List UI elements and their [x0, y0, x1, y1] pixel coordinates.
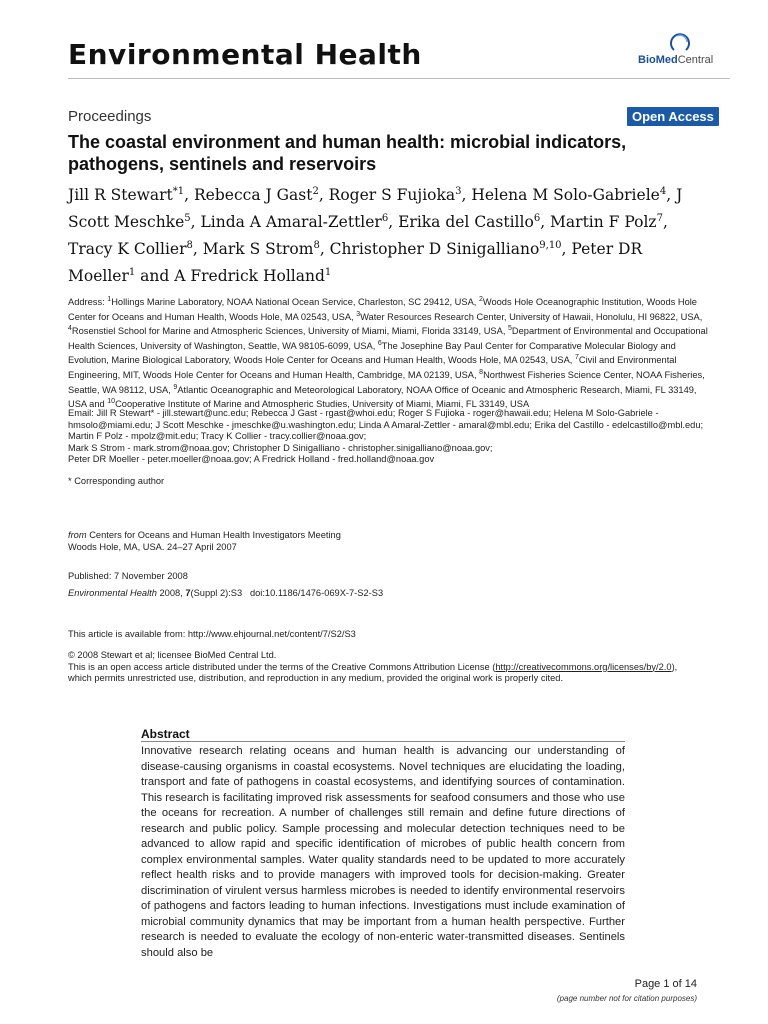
author-name: Erika del Castillo	[398, 213, 534, 232]
author-email[interactable]: Helena M Solo-Gabriele - hmsolo@miami.edu;	[68, 408, 659, 430]
address-text: Atlantic Oceanographic and Meteorological Laboratory, NOAA Office of Oceanic and Atmospheric Research, Miami, FL 33149, USA and	[68, 384, 697, 410]
author-name: Roger S Fujioka	[328, 186, 456, 205]
journal-title: Environmental Health	[68, 38, 422, 71]
author-affiliation: *1	[172, 186, 185, 197]
meeting-location: Woods Hole, MA, USA. 24–27 April 2007	[68, 541, 237, 552]
author-name: A Fredrick Holland	[174, 267, 325, 286]
abstract-heading: Abstract	[141, 727, 190, 741]
corresponding-author-note: * Corresponding author	[68, 476, 165, 486]
address-text: Northwest Fisheries Science Center, NOAA Fisheries, Seattle, WA 98112, USA,	[68, 370, 705, 395]
author-affiliation: 8	[313, 240, 320, 252]
author-affiliation: 9,10	[539, 240, 562, 252]
license-block	[68, 650, 708, 685]
author-affiliation: 2	[312, 186, 319, 197]
author-affiliation: 8	[186, 240, 193, 252]
biomed-central-logo[interactable]	[638, 32, 728, 72]
paper-title: The coastal environment and human health: microbial indicators, pathogens, sentinels and reservoirs	[68, 132, 627, 174]
address-text: Rosenstiel School for Marine and Atmospheric Sciences, University of Miami, Miami, Florida 33149, USA,	[71, 326, 509, 337]
author-email[interactable]: J Scott Meschke - jmeschke@u.washington.edu;	[155, 419, 359, 430]
citation-volume: 7	[185, 588, 191, 598]
author-list: Jill R Stewart$^{*1}$, Rebecca J Gast$^2$, Roger S Fujioka$^3$, Helena M Solo-Gabriele$^4$, J Scott Meschke$^5$, Linda A Amaral-Zettler$^6$, Erika del Castillo$^6$, Martin F Polz$^7$, Tracy K Collier$^8$, Mark S Strom$^8$, Christopher D Sinigalliano$^{9,10}$, Peter DR Moeller$^1$ and A Fredrick Holland$^1$	[68, 186, 683, 286]
meeting-info	[68, 530, 708, 553]
author-name: Jill R Stewart	[68, 186, 173, 205]
author-email[interactable]: Tracy K Collier - tracy.collier@noaa.gov;	[200, 431, 367, 441]
address-number: 8	[479, 368, 484, 376]
author-affiliation: 4	[659, 186, 667, 197]
author-name: Rebecca J Gast	[194, 186, 313, 205]
meeting-from: from	[68, 530, 87, 540]
logo-biomed-text: BioMed	[638, 54, 678, 66]
address-number: 7	[574, 354, 579, 362]
address-label: Address:	[68, 297, 105, 308]
address-text: Woods Hole Oceanographic Institution, Woods Hole Center for Oceans and Human Health, Woods Hole, MA 02543, USA,	[68, 297, 697, 322]
author-name: Peter DR Moeller	[68, 240, 643, 286]
citation-year: 2008,	[156, 588, 186, 598]
address-number: 1	[107, 296, 112, 303]
abstract-rule	[141, 741, 625, 742]
author-affiliation: 7	[656, 213, 663, 225]
published-date: Published: 7 November 2008	[68, 571, 188, 581]
author-email[interactable]: Rebecca J Gast - rgast@whoi.edu;	[251, 408, 398, 418]
author-affiliation: 6	[381, 213, 389, 225]
author-affiliation: 3	[455, 186, 462, 197]
address-number: 5	[508, 325, 512, 333]
license-tail: ),	[671, 661, 678, 672]
author-email[interactable]: A Fredrick Holland - fred.holland@noaa.gov	[253, 454, 435, 464]
author-email[interactable]: Roger S Fujioka - roger@hawaii.edu;	[397, 408, 554, 418]
author-affiliation: 6	[533, 213, 541, 225]
author-email[interactable]: Linda A Amaral-Zettler - amaral@mbl.edu;	[358, 419, 535, 430]
author-name: Martin F Polz	[550, 213, 657, 232]
author-name: J Scott Meschke	[68, 186, 683, 232]
author-name: Linda A Amaral-Zettler	[200, 213, 382, 232]
author-affiliation: 1	[128, 267, 136, 279]
address-text: The Josephine Bay Paul Center for Comparative Molecular Biology and Evolution, Marine Biological Laboratory, Woods Hole Center for Oceans and Human Health, Woods Hole, MA 02543, USA,	[68, 340, 676, 366]
address-number: 6	[377, 339, 382, 347]
address-text: Hollings Marine Laboratory, NOAA National Ocean Service, Charleston, SC 29412, USA,	[111, 297, 479, 308]
address-number: 10	[107, 398, 116, 406]
address-number: 4	[68, 325, 72, 333]
logo-central-text: Central	[677, 54, 714, 66]
license-text-2: which permits unrestricted use, distribution, and reproduction in any medium, provided the original work is properly cited.	[68, 673, 564, 683]
author-name: Christopher D Sinigalliano	[329, 240, 540, 259]
abstract-text: Innovative research relating oceans and human health is advancing our understanding of disease-causing organisms in coastal ecosystems. Novel techniques are elucidating the loading, transport and fate of pathogens in coastal ecosystems, and identifying sources of contamination. This research is facilitating improved risk assessments for seafood consumers and those who use the oceans for recreation. A number of challenges still remain and define future directions of research and public policy. Sample processing and molecular detection techniques need to be advanced to allow rapid and specific identification of microbes of public health concern from complex environmental samples. Water quality standards need to be updated to more accurately reflect health risks and to provide managers with improved tools for decision-making. Greater discrimination of virulent versus harmless microbes is needed to identify environmental reservoirs of pathogens and factors leading to human infections. Investigations must include examination of microbial community dynamics that may be important from a human health perspective. Further research is needed to evaluate the ecology of non-enteric water-transmitted diseases. Sentinels should also be	[141, 745, 625, 959]
address-text: Civil and Environmental Engineering, MIT, Woods Hole Center for Oceans and Human Health, Cambridge, MA 02139, USA,	[68, 355, 677, 381]
address-number: 3	[356, 310, 361, 318]
author-email[interactable]: Mark S Strom - mark.strom@noaa.gov;	[68, 442, 233, 453]
author-name: Tracy K Collier	[68, 240, 187, 259]
address-number: 9	[173, 383, 178, 391]
citation	[68, 588, 708, 600]
author-email[interactable]: Jill R Stewart* - jill.stewart@unc.edu;	[96, 408, 252, 418]
citation-doi[interactable]: doi:10.1186/1476-069X-7-S2-S3	[249, 588, 384, 598]
address-text: Water Resources Research Center, University of Hawaii, Honolulu, HI 96822, USA,	[360, 311, 703, 322]
author-email[interactable]: Peter DR Moeller - peter.moeller@noaa.gov;	[68, 454, 254, 464]
email-label: Email:	[68, 408, 94, 418]
license-text: This is an open access article distributed under the terms of the Creative Commons Attribution License (	[68, 661, 496, 672]
address-block	[68, 294, 708, 411]
article-availability[interactable]: This article is available from: http://www.ehjournal.net/content/7/S2/S3	[68, 629, 356, 639]
address-number: 2	[478, 296, 483, 303]
citation-journal: Environmental Health	[68, 588, 157, 598]
author-name: Helena M Solo-Gabriele	[471, 186, 660, 205]
license-link[interactable]: http://creativecommons.org/licenses/by/2.0	[495, 661, 672, 672]
author-email[interactable]: Martin F Polz - mpolz@mit.edu;	[68, 431, 201, 441]
citation-suppl: (Suppl 2):S3	[190, 588, 243, 598]
author-affiliation: 5	[184, 213, 191, 225]
header-rule	[68, 78, 730, 79]
copyright: © 2008 Stewart et al; licensee BioMed Central Ltd.	[68, 650, 277, 660]
page-number-note: (page number not for citation purposes)	[556, 994, 697, 1003]
email-block	[68, 408, 708, 466]
open-access-badge: Open Access	[627, 107, 719, 126]
address-text: Cooperative Institute of Marine and Atmospheric Studies, University of Miami, Miami, FL 33149, USA	[115, 399, 530, 410]
author-email[interactable]: Christopher D Sinigalliano - christopher.sinigalliano@noaa.gov;	[232, 442, 493, 453]
meeting-name: Centers for Oceans and Human Health Investigators Meeting	[89, 530, 341, 540]
section-label: Proceedings	[68, 108, 152, 125]
address-text: Department of Environmental and Occupational Health Sciences, University of Washington, Seattle, WA 98105-6099, USA,	[68, 326, 708, 351]
author-affiliation: 1	[324, 267, 332, 279]
author-email[interactable]: Erika del Castillo - edelcastillo@mbl.edu;	[534, 419, 704, 430]
page-number: Page 1 of 14	[634, 978, 697, 990]
biomed-central-arc-icon	[668, 32, 692, 52]
author-name: Mark S Strom	[202, 240, 314, 259]
